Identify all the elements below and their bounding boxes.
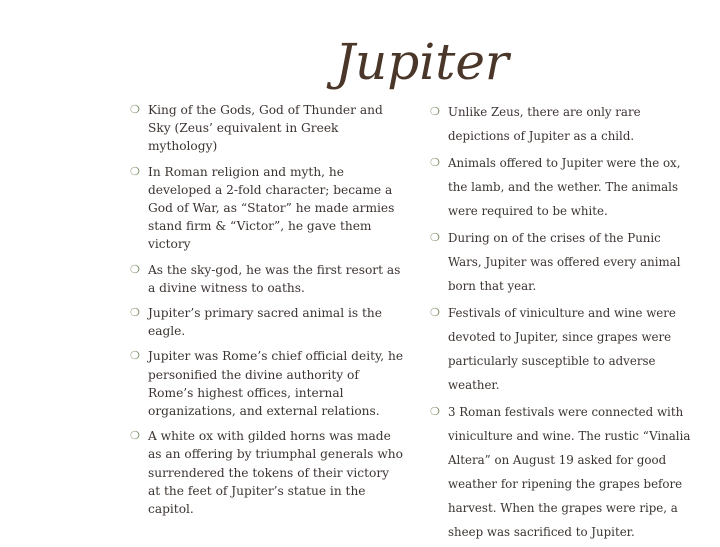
bullet-icon: ❍ — [430, 105, 440, 118]
bullet-icon: ❍ — [430, 306, 440, 319]
list-item — [430, 301, 692, 397]
list-item — [130, 261, 405, 297]
bullet-text: Jupiter’s primary sacred animal is the eagle. — [148, 306, 382, 339]
bullet-text: King of the Gods, God of Thunder and Sky (Zeus’ equivalent in Greek mythology) — [148, 103, 383, 154]
list-item — [130, 101, 405, 156]
slide-title: Jupiter — [335, 33, 509, 91]
list-item — [430, 151, 692, 223]
list-item — [430, 226, 692, 298]
list-item — [130, 427, 405, 518]
bullet-text: In Roman religion and myth, he developed a 2-fold character; became a God of War, as “Stator” he made armies stand firm & “Victor”, he gave them victory — [148, 164, 395, 252]
bullet-text: 3 Roman festivals were connected with viniculture and wine. The rustic “Vinalia Altera” on August 19 asked for good weather for ripening the grapes before harvest. When the grapes were ripe, a sheep was sacrificed to Jupiter. — [448, 405, 691, 539]
bullet-text: As the sky-god, he was the first resort as a divine witness to oaths. — [148, 262, 401, 295]
list-item — [130, 347, 405, 420]
bullet-text: Unlike Zeus, there are only rare depictions of Jupiter as a child. — [448, 105, 641, 143]
right-bullet-list — [430, 100, 692, 547]
bullet-icon: ❍ — [130, 349, 140, 363]
list-item — [430, 100, 692, 148]
bullet-icon: ❍ — [130, 262, 140, 276]
bullet-icon: ❍ — [430, 156, 440, 169]
list-item — [130, 304, 405, 340]
bullet-icon: ❍ — [130, 103, 140, 116]
bullet-text: Jupiter was Rome’s chief official deity, he personified the divine authority of Rome’s highest offices, internal organizations, and external relations. — [148, 349, 404, 419]
bullet-icon: ❍ — [430, 405, 440, 418]
bullet-icon: ❍ — [130, 164, 140, 178]
left-bullet-list — [130, 101, 405, 525]
bullet-text: Festivals of viniculture and wine were devoted to Jupiter, since grapes were particularly susceptible to adverse weather. — [448, 306, 676, 392]
bullet-icon: ❍ — [130, 306, 140, 320]
bullet-icon: ❍ — [430, 231, 440, 244]
list-item — [130, 163, 405, 254]
bullet-text: Animals offered to Jupiter were the ox, the lamb, and the wether. The animals were required to be white. — [448, 156, 681, 218]
bullet-text: During on of the crises of the Punic Wars, Jupiter was offered every animal born that year. — [448, 231, 681, 293]
bullet-text: A white ox with gilded horns was made as an offering by triumphal generals who surrendered the tokens of their victory at the feet of Jupiter’s statue in the capitol. — [148, 429, 403, 517]
list-item — [430, 400, 692, 544]
bullet-icon: ❍ — [130, 429, 140, 443]
